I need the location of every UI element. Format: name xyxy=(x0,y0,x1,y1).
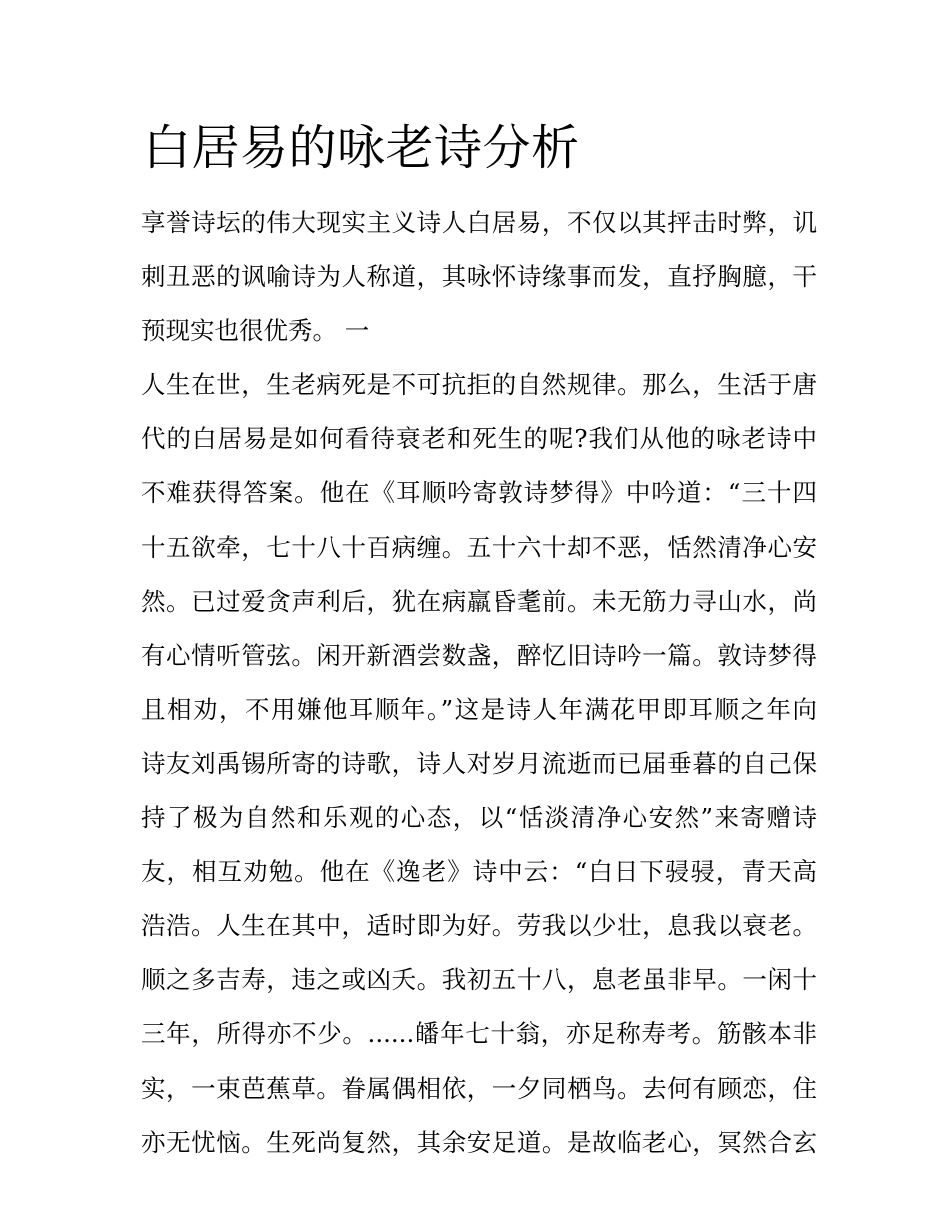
text-line: 预现实也很优秀。 一 xyxy=(141,316,370,346)
text-line: 不难获得答案。他在《耳顺吟寄敦诗梦得》中吟道：“三十四 xyxy=(141,478,817,508)
text-line: 然。已过爱贪声利后，犹在病羸昏耄前。未无筋力寻山水，尚 xyxy=(141,586,817,616)
text-line: 持了极为自然和乐观的心态，以“恬淡清净心安然”来寄赠诗 xyxy=(141,803,817,833)
text-line: 十五欲牵，七十八十百病缠。五十六十却不恶，恬然清净心安 xyxy=(141,532,817,562)
text-line: 人生在世，生老病死是不可抗拒的自然规律。那么，生活于唐 xyxy=(141,370,817,400)
text-line: 浩浩。人生在其中，适时即为好。劳我以少壮，息我以衰老。 xyxy=(141,911,817,941)
text-line: 有心情听管弦。闲开新酒尝数盏，醉忆旧诗吟一篇。敦诗梦得 xyxy=(141,640,817,670)
text-line: 顺之多吉寿，违之或凶夭。我初五十八，息老虽非早。一闲十 xyxy=(141,965,817,995)
text-line: 实，一束芭蕉草。眷属偶相依，一夕同栖鸟。去何有顾恋，住 xyxy=(141,1073,817,1103)
text-line: 友，相互劝勉。他在《逸老》诗中云：“白日下骎骎，青天高 xyxy=(141,857,817,887)
text-line: 刺丑恶的讽喻诗为人称道，其咏怀诗缘事而发，直抒胸臆，干 xyxy=(141,262,817,292)
text-line: 亦无忧恼。生死尚复然，其余安足道。是故临老心，冥然合玄 xyxy=(141,1127,817,1157)
text-line: 代的白居易是如何看待衰老和死生的呢?我们从他的咏老诗中 xyxy=(141,424,817,454)
document-title: 白居易的咏老诗分析 xyxy=(143,120,580,176)
text-line: 诗友刘禹锡所寄的诗歌，诗人对岁月流逝而已届垂暮的自己保 xyxy=(141,748,817,778)
document-body xyxy=(141,196,817,1170)
text-line: 且相劝，不用嫌他耳顺年。”这是诗人年满花甲即耳顺之年向 xyxy=(141,694,817,724)
text-line: 享誉诗坛的伟大现实主义诗人白居易，不仅以其抨击时弊，讥 xyxy=(141,208,817,237)
text-line: 三年，所得亦不少。......皤年七十翁，亦足称寿考。筋骸本非 xyxy=(141,1019,817,1049)
